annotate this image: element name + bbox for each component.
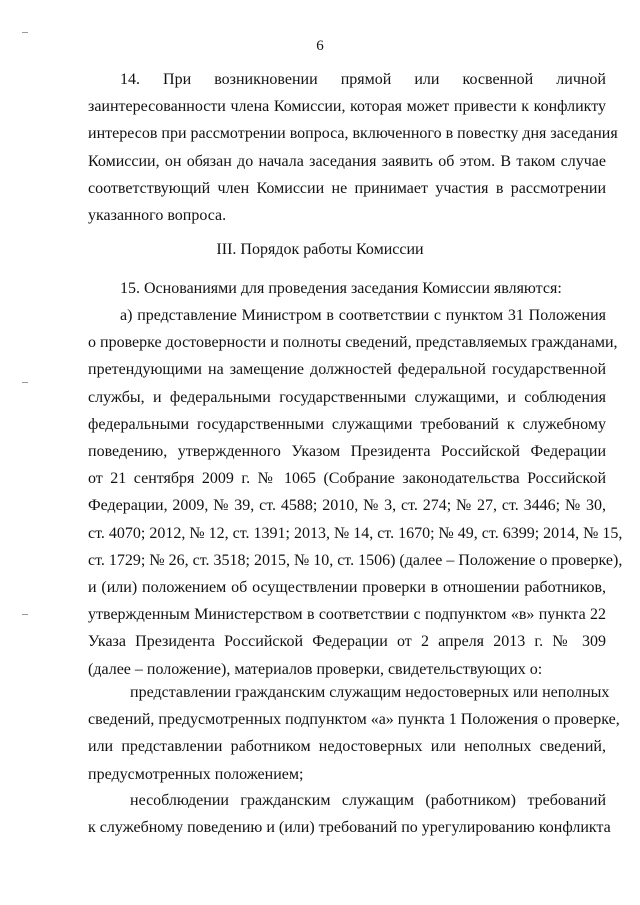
paragraph-15-intro-line: 15. Основаниями для проведения заседания Комиссии являются: (120, 280, 562, 297)
paragraph-14-line: интересов при рассмотрении вопроса, включенного в повестку дня заседания (88, 125, 618, 143)
item-noncompliance-line: к служебному поведению и (или) требований по урегулированию конфликта (88, 819, 611, 837)
subparagraph-a-line: утвержденным Министерством в соответствии с подпунктом «в» пункта 22 (88, 606, 606, 624)
subparagraph-a-line: претендующими на замещение должностей федеральной государственной (88, 361, 606, 379)
item-unreliable-line: предусмотренных положением; (88, 765, 304, 783)
scan-mark-top (22, 32, 28, 33)
paragraph-14-line: соответствующий член Комиссии не принимает участия в рассмотрении (88, 179, 606, 197)
subparagraph-a-line: службы, и федеральными государственными служащими, и соблюдения (88, 388, 606, 406)
subparagraph-a (88, 302, 623, 683)
page-number: 6 (316, 38, 324, 54)
subparagraph-a-line: поведению, утвержденного Указом Президента Российской Федерации (88, 443, 606, 461)
paragraph-15-intro (88, 275, 606, 302)
item-noncompliance-line: несоблюдении гражданским служащим (работником) требований (130, 792, 606, 809)
paragraph-14-line: указанного вопроса. (88, 207, 227, 225)
paragraph-14-line: заинтересованности члена Комиссии, которая может привести к конфликту (88, 98, 606, 116)
scan-mark-middle (22, 382, 28, 383)
subparagraph-a-line: федеральными государственными служащими требований к служебному (88, 415, 606, 433)
item-unreliable-line: или представлении работником недостоверных или неполных сведений, (88, 738, 606, 756)
subparagraph-a-line: о проверке достоверности и полноты сведений, представляемых гражданами, (88, 334, 618, 352)
subparagraph-a-line: (далее – положение), материалов проверки, свидетельствующих о: (88, 660, 543, 678)
item-unreliable-information (88, 679, 620, 788)
subparagraph-a-line: Федерации, 2009, № 39, ст. 4588; 2010, № 3, ст. 274; № 27, ст. 3446; № 30, (88, 497, 606, 515)
item-noncompliance (88, 787, 611, 841)
subparagraph-a-line: ст. 4070; 2012, № 12, ст. 1391; 2013, № 14, ст. 1670; № 49, ст. 6399; 2014, № 15, (88, 524, 623, 542)
subparagraph-a-line: а) представление Министром в соответствии с пунктом 31 Положения (120, 307, 606, 324)
paragraph-14-line: 14. При возникновении прямой или косвенной личной (120, 71, 606, 88)
item-unreliable-line: представлении гражданским служащим недостоверных или неполных (130, 684, 610, 701)
scan-mark-bottom (22, 614, 28, 615)
subparagraph-a-line: ст. 1729; № 26, ст. 3518; 2015, № 10, ст. 1506) (далее – Положение о проверке), (88, 551, 623, 569)
item-unreliable-line: сведений, предусмотренных подпунктом «а» пункта 1 Положения о проверке, (88, 711, 620, 729)
subparagraph-a-line: от 21 сентября 2009 г. № 1065 (Собрание законодательства Российской (88, 470, 606, 488)
paragraph-14-line: Комиссии, он обязан до начала заседания заявить об этом. В таком случае (88, 152, 606, 170)
section-heading: III. Порядок работы Комиссии (216, 241, 424, 258)
subparagraph-a-line: Указа Президента Российской Федерации от 2 апреля 2013 г. № 309 (88, 633, 606, 651)
paragraph-14 (88, 66, 618, 229)
subparagraph-a-line: и (или) положением об осуществлении проверки в отношении работников, (88, 579, 606, 597)
